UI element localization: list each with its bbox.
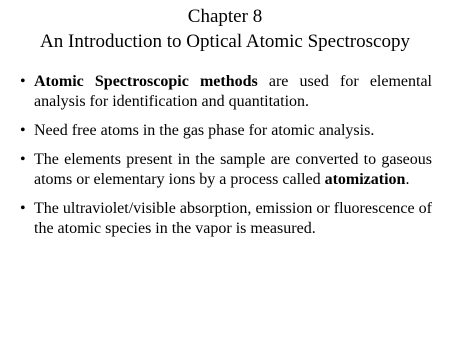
title-line-1: Chapter 8 [187,6,263,27]
bullet-text-end: . [405,171,410,188]
bullet-text: The elements present in the sample are converted to gaseous atoms or elementary ions by a process called [34,151,432,188]
bullet-list [20,72,432,248]
bullet-dot-icon: • [20,73,26,90]
title-line-2: An Introduction to Optical Atomic Spectroscopy [40,31,410,52]
bullet-item [20,121,432,141]
bullet-dot-icon: • [20,151,26,168]
bullet-text: are used for elemental analysis for identification and quantitation. [34,73,432,110]
slide-title [0,4,450,54]
bullet-item [20,199,432,239]
bullet-dot-icon: • [20,122,26,139]
bullet-item [20,150,432,190]
bullet-dot-icon: • [20,200,26,217]
bold-lead: Atomic Spectroscopic methods [34,73,258,90]
bullet-item [20,72,432,112]
bullet-text: The ultraviolet/visible absorption, emission or fluorescence of the atomic species in the vapor is measured. [34,200,432,237]
bold-term: atomization [324,171,406,188]
bullet-text: Need free atoms in the gas phase for atomic analysis. [34,122,375,139]
